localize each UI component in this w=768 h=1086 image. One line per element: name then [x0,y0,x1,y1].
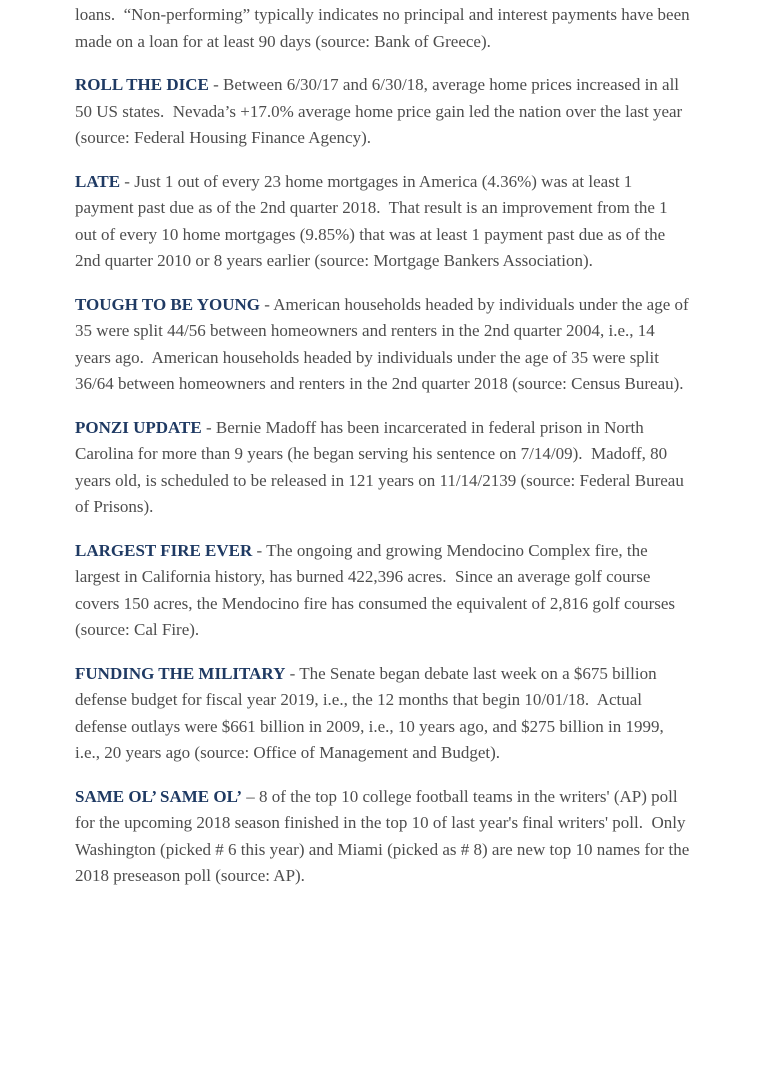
heading-separator: - [252,540,267,560]
section-ponzi-update [75,415,692,521]
section-funding-the-military [75,661,692,767]
section-same-ol-same-ol [75,784,692,890]
section-largest-fire-ever [75,538,692,644]
section-body: loans. “Non-performing” typically indicates no principal and interest payments have been made on a loan for at least 90 days (source: Bank of Greece). [75,5,694,51]
section-roll-the-dice [75,72,692,152]
section-heading: FUNDING THE MILITARY [75,663,286,683]
heading-separator: – [242,786,260,806]
section-body: Bernie Madoff has been incarcerated in federal prison in North Carolina for more than 9 years (he began serving his sentence on 7/14/09). Madoff, 80 years old, is scheduled to be released in 121 years on 11/14/2139 (source: Federal Bureau of Prisons). [75,417,689,516]
section-body: 8 of the top 10 college football teams in the writers' (AP) poll for the upcoming 2018 season finished in the top 10 of last year's final writers' poll. Only Washington (picked # 6 this year) and Miami (picked as # 8) are new top 10 names for the 2018 preseason poll (source: AP). [75,786,694,885]
section-tough-to-be-young [75,292,692,398]
section-heading: LATE [75,171,121,191]
heading-separator: - [260,294,274,314]
heading-separator: - [201,417,216,437]
section-heading: LARGEST FIRE EVER [75,540,253,560]
heading-separator: - [285,663,300,683]
section-body: Just 1 out of every 23 home mortgages in America (4.36%) was at least 1 payment past due as of the 2nd quarter 2018. That result is an improvement from the 1 out of every 10 home mortgages (9.85%) that was at least 1 payment past due as of the 2nd quarter 2010 or 8 years earlier (source: Mortgage Bankers Association). [75,171,672,270]
section-heading: ROLL THE DICE [75,75,209,94]
section-continued-loans [75,2,692,55]
section-body: Between 6/30/17 and 6/30/18, average home prices increased in all 50 US states. Nevada’s +17.0% average home price gain led the nation over the last year (source: Federal Housing Finance Agency). [75,75,687,147]
heading-separator: - [208,75,224,94]
section-heading: PONZI UPDATE [75,417,202,437]
section-body: American households headed by individuals under the age of 35 were split 44/56 between homeowners and renters in the 2nd quarter 2004, i.e., 14 years ago. American households headed by individuals under the age of 35 were split 36/64 between homeowners and renters in the 2nd quarter 2018 (source: Census Bureau). [75,294,693,393]
heading-separator: - [120,171,135,191]
section-body: The Senate began debate last week on a $675 billion defense budget for fiscal year 2019, i.e., the 12 months that begin 10/01/18. Actual defense outlays were $661 billion in 2009, i.e., 10 years ago, and $275 billion in 1999, i.e., 20 years ago (source: Office of Management and Budget). [75,663,669,762]
section-late [75,169,692,275]
section-heading: SAME OL’ SAME OL’ [75,786,243,806]
section-heading: TOUGH TO BE YOUNG [75,294,260,314]
section-body: The ongoing and growing Mendocino Complex fire, the largest in California history, has burned 422,396 acres. Since an average golf course covers 150 acres, the Mendocino fire has consumed the equivalent of 2,816 golf courses (source: Cal Fire). [75,540,680,639]
